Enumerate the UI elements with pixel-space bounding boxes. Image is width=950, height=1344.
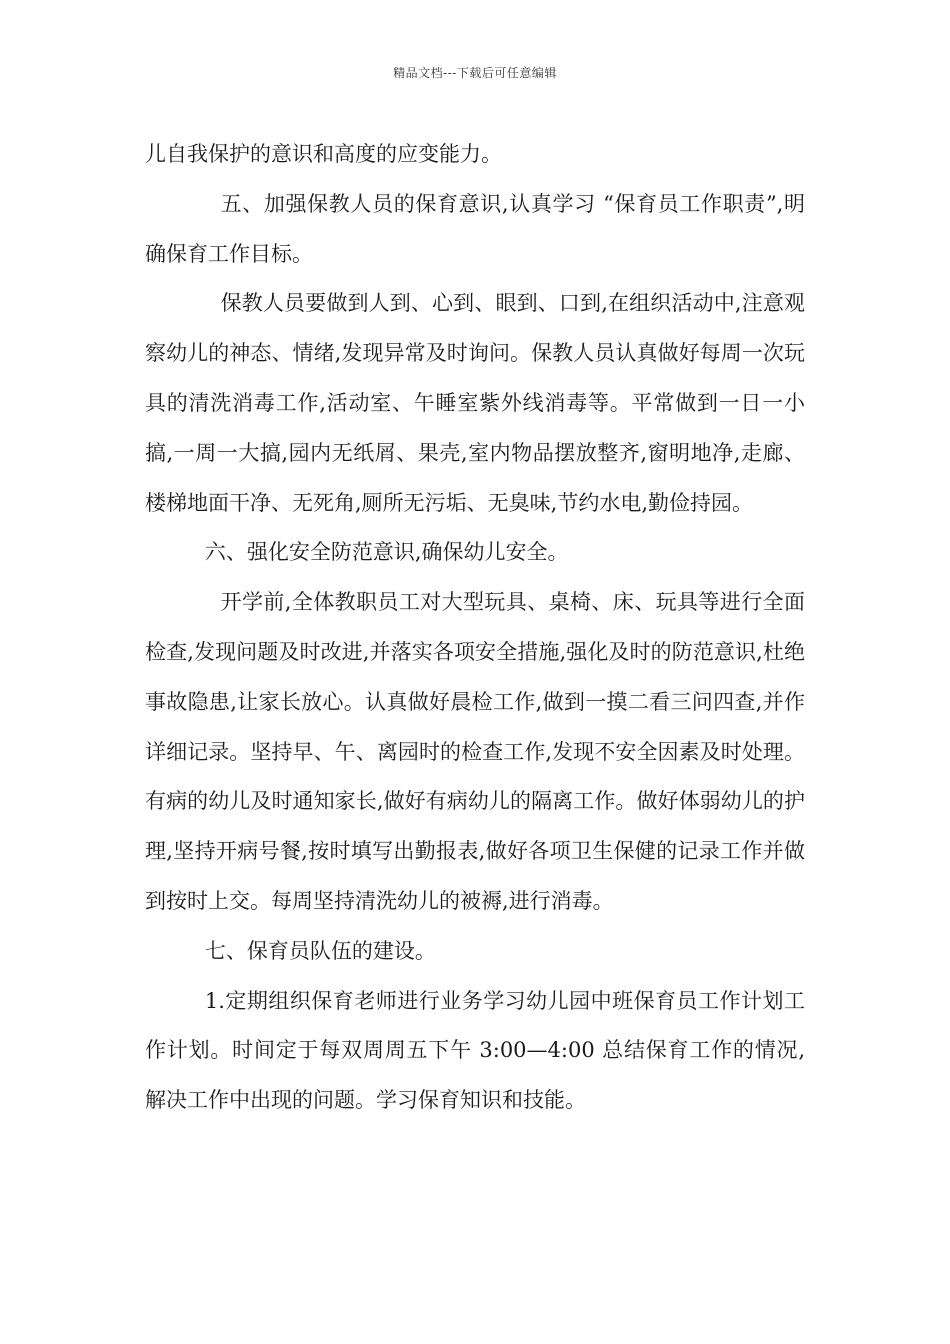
paragraph-staff-duties: 保教人员要做到人到、心到、眼到、口到,在组织活动中,注意观察幼儿的神态、情绪,发现异常及时询问。保教人员认真做好每周一次玩具的清洗消毒工作,活动室、午睡室紫外线消毒等。平常做到一日一小搞,一周一大搞,园内无纸屑、果壳,室内物品摆放整齐,窗明地净,走廊、楼梯地面干净、无死角,厕所无污垢、无臭味,节约水电,勤俭持园。 — [145, 291, 805, 515]
page-header: 精品文档---下载后可任意编辑 — [393, 66, 557, 80]
paragraph-safety: 开学前,全体教职员工对大型玩具、桌椅、床、玩具等进行全面检查,发现问题及时改进,并落实各项安全措施,强化及时的防范意识,杜绝事故隐患,让家长放心。认真做好晨检工作,做到一摸二看三问四查,并作详细记录。坚持早、午、离园时的检查工作,发现不安全因素及时处理。有病的幼儿及时通知家长,做好有病幼儿的隔离工作。做好体弱幼儿的护理,坚持开病号餐,按时填写出勤报表,做好各项卫生保健的记录工作并做到按时上交。每周坚持清洗幼儿的被褥,进行消毒。 — [145, 590, 805, 913]
section-heading-five: 五、加强保教人员的保育意识,认真学习 “保育员工作职责”,明确保育工作目标。 — [145, 191, 805, 266]
section-heading-seven: 七、保育员队伍的建设。 — [204, 938, 436, 963]
document-body — [145, 130, 805, 1126]
paragraph-training: 1.定期组织保育老师进行业务学习幼儿园中班保育员工作计划工作计划。时间定于每双周周五下午 3:00—4:00 总结保育工作的情况,解决工作中出现的问题。学习保育知识和技能。 — [145, 988, 805, 1113]
paragraph-continuation: 儿自我保护的意识和高度的应变能力。 — [145, 142, 502, 166]
section-heading-six: 六、强化安全防范意识,确保幼儿安全。 — [204, 540, 569, 565]
